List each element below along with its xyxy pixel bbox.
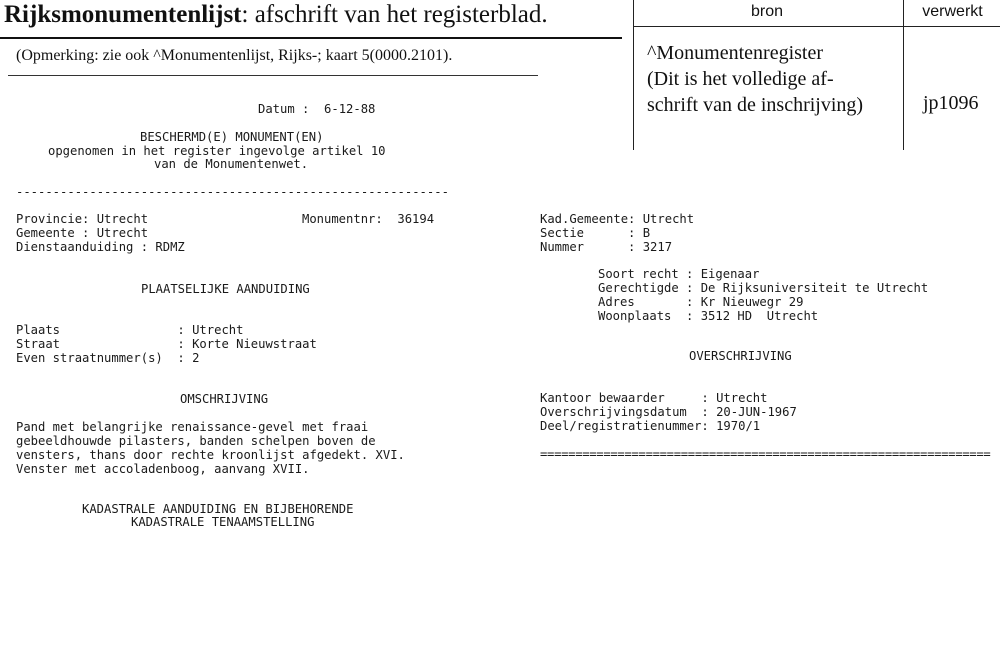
section-title-plaatselijke: PLAATSELIJKE AANDUIDING: [141, 282, 310, 296]
section-title-kadastrale: KADASTRALE AANDUIDING EN BIJBEHORENDE: [82, 502, 354, 516]
omschrijving-line: vensters, thans door rechte kroonlijst afgedekt. XVI.: [16, 448, 405, 462]
table-header-divider: [633, 26, 1000, 27]
gemeente-line: Gemeente : Utrecht: [16, 226, 149, 240]
overschrijvingsdatum-line: Overschrijvingsdatum : 20-JUN-1967: [540, 405, 797, 419]
table-border-left: [633, 0, 634, 150]
page-title-rest: : afschrift van het registerblad.: [241, 1, 548, 28]
bron-cell: [647, 40, 863, 118]
woonplaats-line: Woonplaats : 3512 HD Utrecht: [598, 309, 819, 323]
heading-line: BESCHERMD(E) MONUMENT(EN): [140, 130, 324, 144]
plaats-line: Plaats : Utrecht: [16, 323, 244, 337]
page-title-bold: Rijksmonumentenlijst: [4, 1, 242, 28]
bron-line: schrift van de inschrijving): [647, 94, 864, 116]
note-text: (Opmerking: zie ook ^Monumentenlijst, Rijks-; kaart 5(0000.2101).: [16, 47, 453, 64]
kantoor-line: Kantoor bewaarder : Utrecht: [540, 391, 768, 405]
adres-line: Adres : Kr Nieuwegr 29: [598, 295, 804, 309]
dienstaanduiding-line: Dienstaanduiding : RDMZ: [16, 240, 185, 254]
deel-line: Deel/registratienummer: 1970/1: [540, 419, 761, 433]
bron-line: (Dit is het volledige af-: [647, 68, 834, 90]
heading-line: van de Monumentenwet.: [154, 157, 309, 171]
section-title-kadastrale-2: KADASTRALE TENAAMSTELLING: [131, 515, 315, 529]
provincie-line: Provincie: Utrecht: [16, 212, 149, 226]
kad-gemeente-line: Kad.Gemeente: Utrecht: [540, 212, 695, 226]
column-header-verwerkt: verwerkt: [922, 3, 983, 20]
note-divider: [8, 75, 538, 76]
separator-line: -----------------------------------------------------------: [16, 185, 449, 199]
straat-line: Straat : Korte Nieuwstraat: [16, 337, 317, 351]
omschrijving-line: Pand met belangrijke renaissance-gevel met fraai: [16, 420, 369, 434]
straatnummer-line: Even straatnummer(s) : 2: [16, 351, 200, 365]
sectie-line: Sectie : B: [540, 226, 651, 240]
page-title: [4, 1, 548, 29]
gerechtigde-line: Gerechtigde : De Rijksuniversiteit te Utrecht: [598, 281, 929, 295]
column-header-bron: bron: [750, 3, 784, 20]
omschrijving-line: Venster met accoladenboog, aanvang XVII.: [16, 462, 310, 476]
verwerkt-cell: jp1096: [923, 92, 979, 114]
register-table: [633, 0, 1000, 150]
section-title-omschrijving: OMSCHRIJVING: [180, 392, 269, 406]
monumentnr-line: Monumentnr: 36194: [302, 212, 435, 226]
soort-recht-line: Soort recht : Eigenaar: [598, 267, 760, 281]
heading-line: opgenomen in het register ingevolge artikel 10: [48, 144, 386, 158]
end-separator-line: ================================================================: [540, 447, 991, 461]
section-title-overschrijving: OVERSCHRIJVING: [689, 349, 792, 363]
bron-line: ^Monumentenregister: [647, 42, 824, 64]
omschrijving-line: gebeeldhouwde pilasters, banden schelpen boven de: [16, 434, 376, 448]
header-divider: [0, 37, 622, 39]
table-column-divider: [903, 0, 904, 150]
nummer-line: Nummer : 3217: [540, 240, 673, 254]
datum-line: Datum : 6-12-88: [258, 102, 376, 116]
